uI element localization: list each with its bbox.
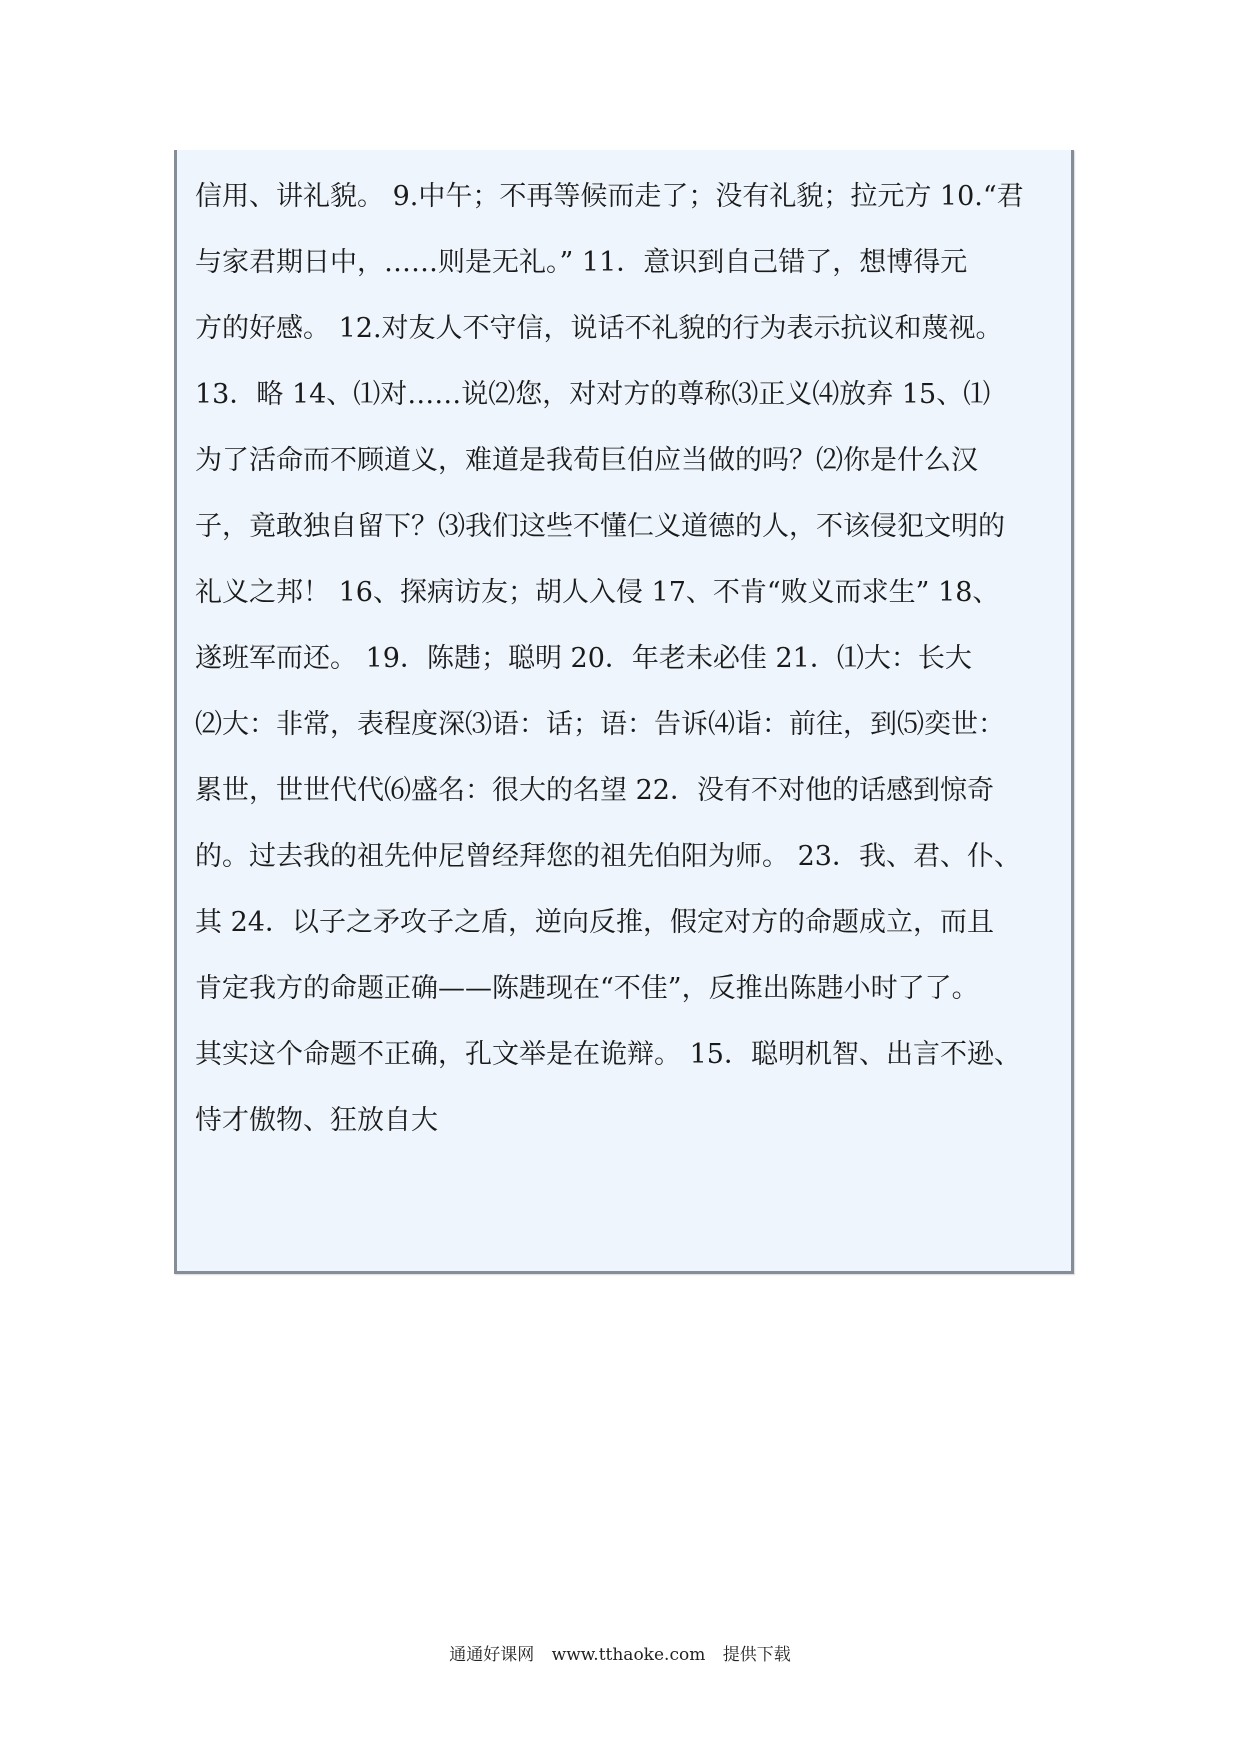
answer-line: 为了活命而不顾道义，难道是我荀巨伯应当做的吗？⑵你是什么汉 [195,445,978,476]
answer-line: 与家君期日中，……则是无礼。” 11．意识到自己错了，想博得元 [195,247,968,278]
answer-line: 遂班军而还。 19．陈韪；聪明 20．年老未必佳 21．⑴大：长大 [195,643,972,674]
footer-site-name: 通通好课网 [449,1645,535,1665]
footer-url[interactable]: www.tthaoke.com [551,1645,706,1665]
answer-line: 方的好感。 12.对友人不守信，说话不礼貌的行为表示抗议和蔑视。 [195,313,1003,344]
answer-line: 肯定我方的命题正确——陈韪现在“不佳”，反推出陈韪小时了了。 [195,973,979,1004]
answer-line: ⑵大：非常，表程度深⑶语：话；语：告诉⑷诣：前往，到⑸奕世： [195,709,1005,740]
answer-line: 其 24．以子之矛攻子之盾，逆向反推，假定对方的命题成立，而且 [195,907,994,938]
answer-text [195,164,1057,1154]
answer-box [174,150,1074,1274]
page-footer [0,1640,1240,1665]
answer-line: 的。过去我的祖先仲尼曾经拜您的祖先伯阳为师。 23．我、君、仆、 [195,841,1021,872]
answer-line: 累世，世世代代⑹盛名：很大的名望 22．没有不对他的话感到惊奇 [195,775,994,806]
answer-line: 恃才傲物、狂放自大 [195,1105,438,1136]
answer-line: 信用、讲礼貌。 9.中午；不再等候而走了；没有礼貌；拉元方 10.“君 [195,181,1024,212]
answer-line: 其实这个命题不正确，孔文举是在诡辩。 15．聪明机智、出言不逊、 [195,1039,1021,1070]
answer-line: 13．略 14、⑴对……说⑵您，对对方的尊称⑶正义⑷放弃 15、⑴ [195,379,991,410]
answer-line: 子，竟敢独自留下？⑶我们这些不懂仁义道德的人，不该侵犯文明的 [195,511,1005,542]
footer-suffix: 提供下载 [722,1645,791,1665]
answer-line: 礼义之邦！ 16、探病访友；胡人入侵 17、不肯“败义而求生” 18、 [195,577,1000,608]
